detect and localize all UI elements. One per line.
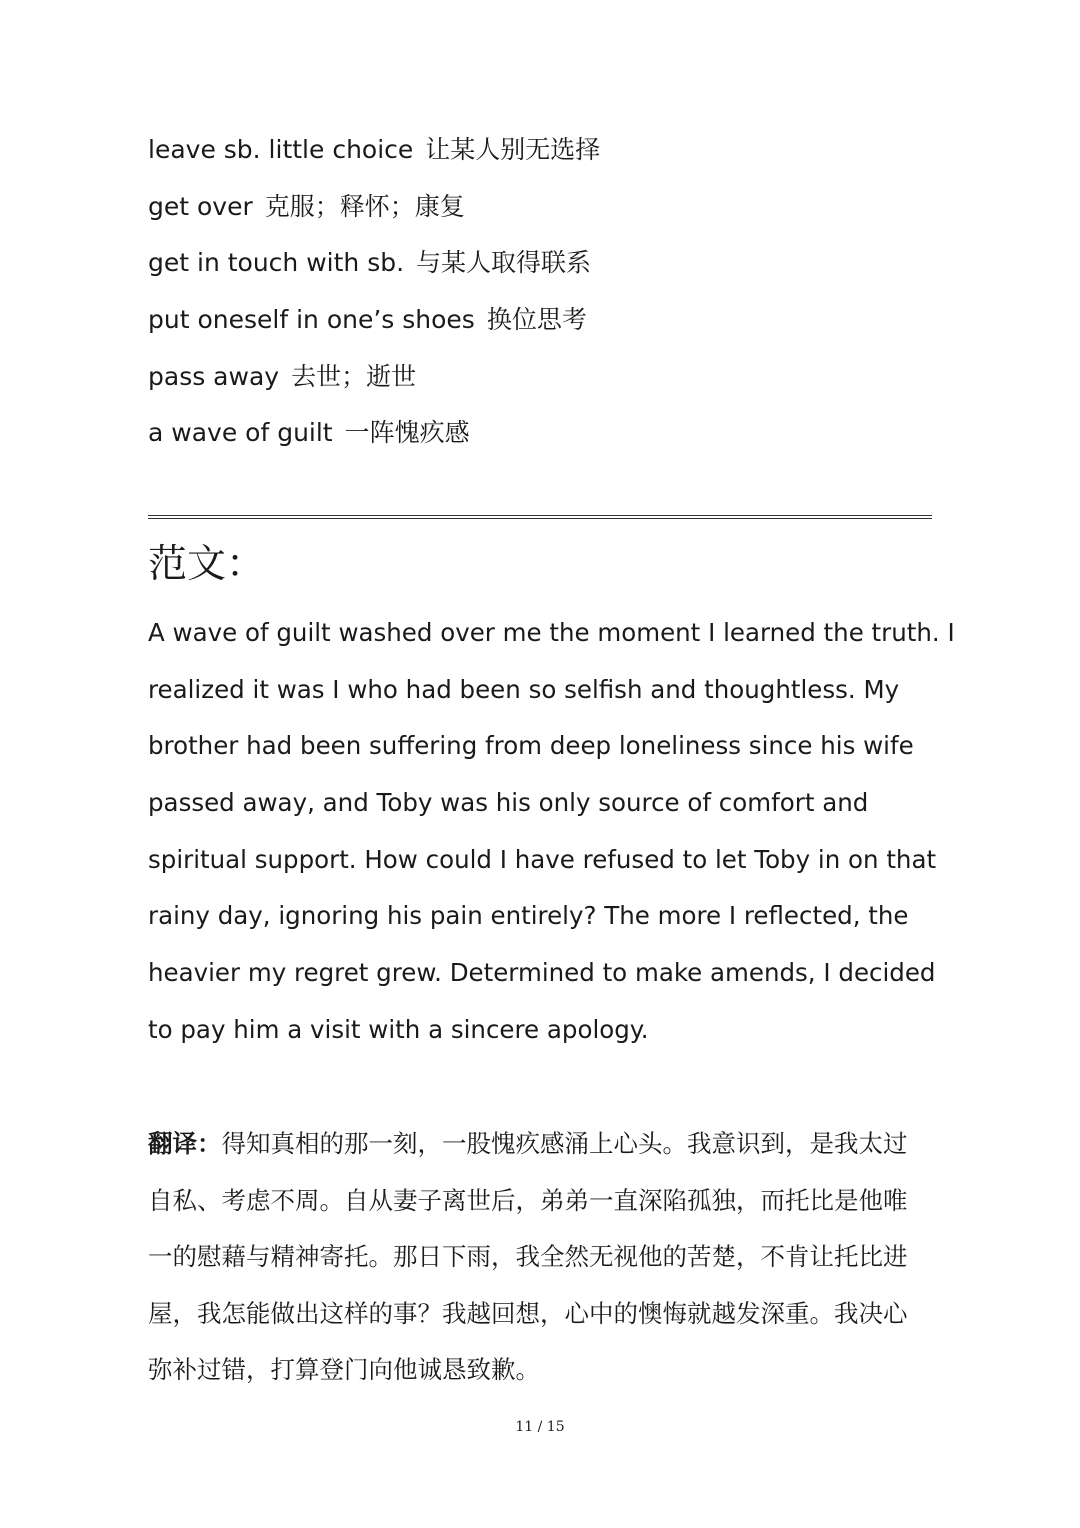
translation-line: 自私、考虑不周。自从妻子离世后，弟弟一直深陷孤独，而托比是他唯 [148, 1185, 908, 1215]
translation-line: 屋，我怎能做出这样的事？我越回想，心中的懊悔就越发深重。我决心 [148, 1298, 908, 1328]
section-title: 范文： [148, 542, 266, 587]
translation-text: 得知真相的那一刻，一股愧疚感涌上心头。我意识到，是我太过 [221, 1129, 908, 1158]
essay-line: brother had been suffering from deep loneliness since his wife [148, 731, 914, 761]
phrase-chinese: 与某人取得联系 [416, 248, 592, 278]
phrase-item [148, 296, 948, 353]
model-essay [148, 605, 955, 1059]
translation-label: 翻译： [148, 1129, 222, 1158]
translation-line: 一的慰藉与精神寄托。那日下雨，我全然无视他的苦楚，不肯让托比进 [148, 1242, 908, 1272]
essay-line: A wave of guilt washed over me the moment I learned the truth. I [148, 618, 955, 647]
phrase-item [148, 239, 948, 296]
phrase-item [148, 183, 948, 240]
phrase-chinese: 去世；逝世 [291, 361, 417, 391]
essay-line: heavier my regret grew. Determined to make amends, I decided [148, 958, 936, 988]
phrase-english: leave sb. little choice [148, 135, 414, 164]
phrase-chinese: 克服；释怀；康复 [264, 191, 465, 221]
translation-line: 弥补过错，打算登门向他诚恳致歉。 [148, 1355, 540, 1385]
phrase-english: a wave of guilt [148, 418, 333, 448]
phrase-chinese: 换位思考 [486, 305, 587, 335]
phrase-item [148, 126, 948, 183]
phrase-item [148, 353, 948, 410]
phrase-list [148, 126, 948, 466]
phrase-item [148, 409, 948, 466]
essay-line: to pay him a visit with a sincere apology. [148, 1014, 649, 1044]
translation-block [148, 1116, 948, 1399]
essay-line: rainy day, ignoring his pain entirely? The more I reflected, the [148, 901, 909, 931]
phrase-english: get over [148, 191, 253, 221]
phrase-english: get in touch with sb. [148, 248, 405, 278]
essay-line: realized it was I who had been so selfish and thoughtless. My [148, 674, 900, 704]
page-number: 11 / 15 [515, 1419, 565, 1435]
phrase-english: put oneself in one’s shoes [148, 305, 475, 335]
essay-line: spiritual support. How could I have refused to let Toby in on that [148, 844, 937, 874]
translation-line [148, 1116, 948, 1173]
phrase-english: pass away [148, 361, 280, 391]
section-divider [148, 515, 932, 519]
phrase-chinese: 让某人别无选择 [425, 135, 601, 164]
phrase-chinese: 一阵愧疚感 [344, 418, 470, 448]
essay-line: passed away, and Toby was his only source of comfort and [148, 788, 869, 818]
